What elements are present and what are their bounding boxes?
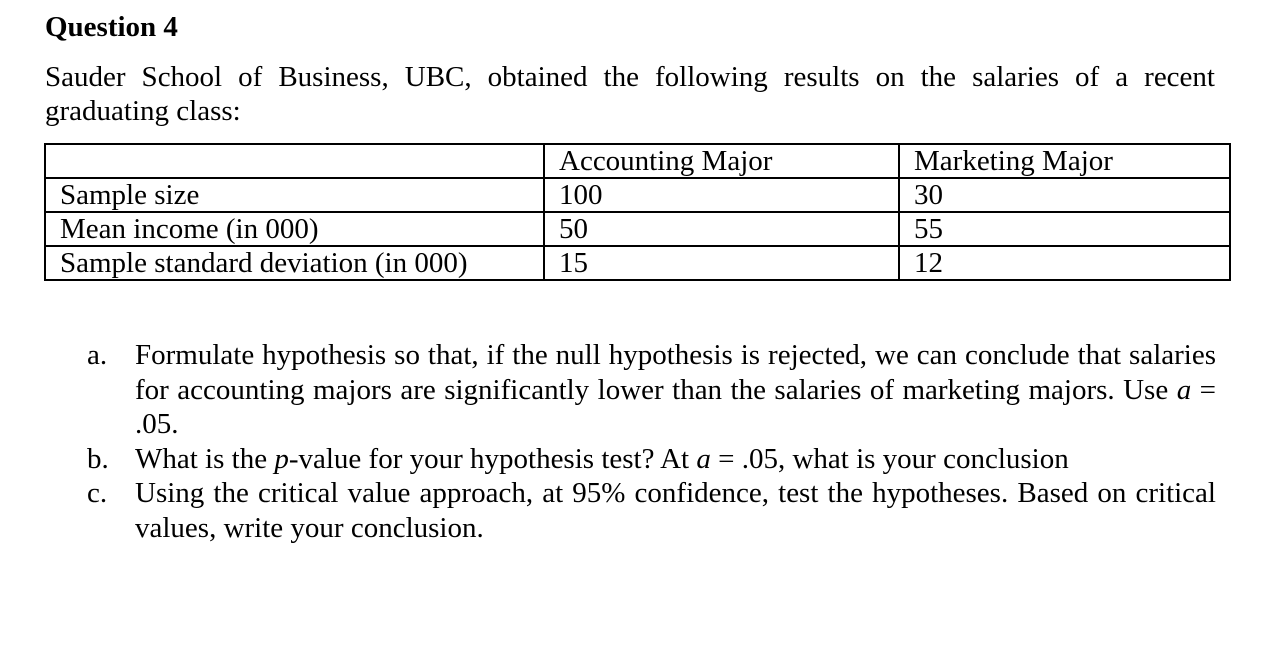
question-item-b	[87, 442, 1216, 477]
header-cell-marketing: Marketing Major	[899, 144, 1230, 178]
question-heading: Question 4	[45, 11, 178, 43]
row-label: Sample size	[45, 178, 544, 212]
header-cell-accounting: Accounting Major	[544, 144, 899, 178]
marketing-value: 12	[899, 246, 1230, 280]
table-row	[45, 246, 1230, 280]
accounting-value: 15	[544, 246, 899, 280]
question-item-a	[87, 338, 1217, 442]
table-header-row	[45, 144, 1230, 178]
salary-table	[44, 143, 1231, 281]
question-marker: c.	[87, 477, 108, 509]
question-text: Formulate hypothesis so that, if the null hypothesis is rejected, we can conclude that salaries for accounting majors are significantly lower than the salaries of marketing majors. Use	[135, 339, 1216, 406]
question-list	[87, 338, 1217, 545]
intro-paragraph: Sauder School of Business, UBC, obtained the following results on the salaries of a recent graduating class:	[45, 61, 1215, 127]
alpha-symbol: a	[696, 442, 711, 475]
question-text: Using the critical value approach, at 95% confidence, test the hypotheses. Based on critical values, write your conclusion.	[135, 477, 1216, 544]
question-marker: a.	[87, 339, 108, 371]
p-symbol: p	[274, 442, 289, 475]
accounting-value: 100	[544, 178, 899, 212]
table-row	[45, 178, 1230, 212]
alpha-symbol: a	[1176, 373, 1192, 406]
question-marker: b.	[87, 442, 109, 475]
marketing-value: 55	[899, 212, 1230, 246]
question-item-c	[87, 476, 1216, 545]
row-label: Mean income (in 000)	[45, 212, 544, 246]
question-text: = .05.	[135, 373, 1217, 440]
marketing-value: 30	[899, 178, 1230, 212]
question-text: -value for your hypothesis test? At	[288, 442, 697, 475]
accounting-value: 50	[544, 212, 899, 246]
row-label: Sample standard deviation (in 000)	[45, 246, 544, 280]
header-cell-empty	[45, 144, 544, 178]
table-row	[45, 212, 1230, 246]
question-text: What is the	[135, 442, 275, 475]
question-text: = .05, what is your conclusion	[710, 442, 1069, 475]
